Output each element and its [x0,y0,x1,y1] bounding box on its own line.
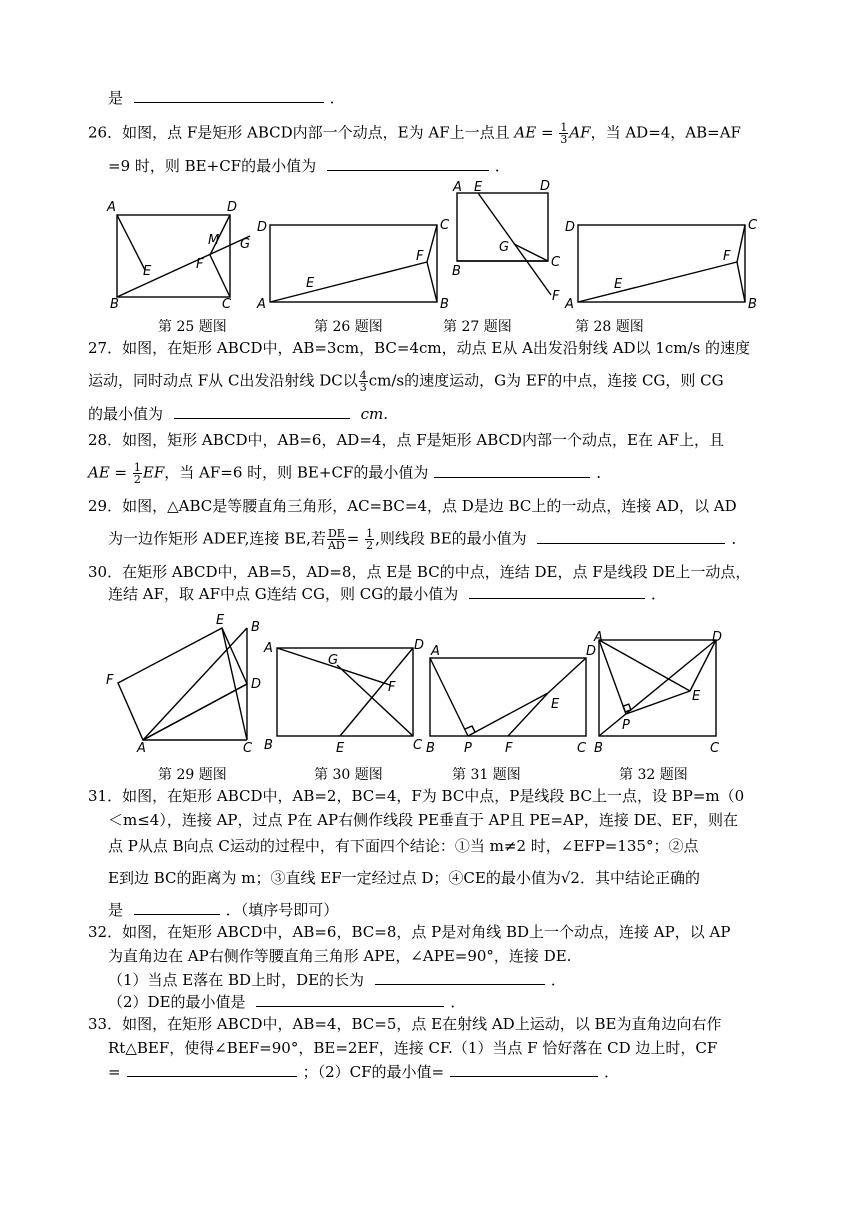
q26-line2: =9 时，则 BE+CF的最小值为 ． [108,157,510,175]
svg-text:E: E [692,689,701,704]
svg-text:C: C [222,297,232,312]
svg-text:A: A [594,630,603,645]
svg-text:B: B [440,297,449,312]
svg-text:B: B [452,264,461,279]
q29-line1 [88,496,737,516]
svg-text:E: E [216,613,225,628]
q28-formula-rhs: EF [142,463,165,482]
q31-text-d1: E到边 BC的距离为 m；③直线 EF一定经过点 D；④CE的最小值为 [108,869,561,887]
q28-line1 [88,430,724,450]
figure-28 [578,225,745,302]
svg-text:E: E [336,741,345,756]
q26-text-a: 如图，点 F是矩形 ABCD内部一个动点，E为 AF上一点且 [122,123,510,142]
svg-text:A: A [257,297,266,312]
q27-text-c: 的最小值为 [88,405,164,423]
q26-line1 [88,122,741,145]
svg-text:G: G [499,240,510,255]
svg-text:F: F [505,741,513,756]
answer-blank-26[interactable] [327,156,489,171]
q26-formula-rhs: AF [569,123,591,142]
q27-unit: cm. [360,405,388,423]
svg-text:F: F [416,249,424,264]
q28-number: 28． [88,431,123,449]
caption-fig25: 第 25 题图 [158,319,227,335]
q32-text-d: （2）DE的最小值是 [108,993,246,1011]
svg-text:D: D [540,179,551,194]
svg-text:B: B [426,741,435,756]
figure-32 [599,640,716,736]
q29-line2: 为一边作矩形 ADEF,连接 BE,若 $\frac{DE}{AD}$ = $\frac{1}{2}$ ,则线段 BE的最小值为 ． [108,527,747,552]
svg-text:C: C [577,741,587,756]
q29-frac-half: $\frac{1}{2}$ [366,527,374,552]
caption-fig26: 第 26 题图 [314,319,383,335]
q27-line2 [88,370,724,393]
svg-text:G: G [328,653,339,668]
svg-text:B: B [110,297,119,312]
svg-text:D: D [251,677,262,692]
svg-text:B: B [264,738,273,753]
q29-text-b2: ,则线段 BE的最小值为 [375,529,527,548]
q30-text-a: 在矩形 ABCD中，AB=5，AD=8，点 E是 BC的中点，连结 DE，点 F是线段 DE上一动点， [122,563,751,581]
q27-frac: $\frac{4}{3}$ [359,369,367,394]
svg-text:B: B [748,297,757,312]
q31-text-d2: ．其中结论正确的 [579,869,700,887]
q29-text-a: 如图，△ABC是等腰直角三角形，AC=BC=4，点 D是边 BC上的一动点，连接 AD，以 AD [122,497,737,515]
q27-text-b1: 运动，同时动点 F从 C出发沿射线 DC以 [88,371,358,390]
q28-text-b: ，当 AF=6 时，则 BE+CF的最小值为 [164,463,429,482]
svg-text:P: P [622,718,630,733]
q27-number: 27． [88,339,123,357]
q27-line3 [88,404,388,424]
figure-29 [118,628,247,740]
svg-text:D: D [414,638,425,653]
q31-text-b: ＜m≤4），连接 AP，过点 P在 AP右侧作线段 PE垂直于 AP且 PE=AP，连接 DE、EF，则在 [108,811,738,829]
q32-text-a: 如图，在矩形 ABCD中，AB=6，BC=8，点 P是对角线 BD上一个动点，连接 AP，以 AP [122,923,731,941]
caption-fig30: 第 30 题图 [314,767,383,783]
q28-frac: $\frac{1}{2}$ [133,461,141,486]
q33-number: 33． [88,1015,123,1033]
q32-line2 [108,946,571,966]
svg-text:C: C [710,741,720,756]
svg-text:C: C [413,738,423,753]
svg-text:C: C [440,218,450,233]
figure-30 [277,648,413,736]
svg-text:E: E [306,276,315,291]
answer-blank-33-1[interactable] [127,1062,297,1077]
label: A [107,200,116,215]
q30-line1 [88,562,750,582]
q26-frac: $\frac{1}{3}$ [560,121,568,146]
caption-fig31: 第 31 题图 [452,767,521,783]
q26-text-c: =9 时，则 BE+CF的最小值为 [108,157,317,175]
svg-text:G: G [240,237,251,252]
svg-text:D: D [712,630,723,645]
q31-line4 [108,868,700,888]
svg-text:E: E [614,277,623,292]
q32-line4: （2）DE的最小值是 ． [108,993,466,1011]
q30-number: 30． [88,563,123,581]
svg-text:D: D [257,220,268,235]
q29-text-b1: 为一边作矩形 ADEF,连接 BE,若 [108,529,326,548]
q33-line3: = ；（2）CF的最小值= ． [108,1063,620,1081]
svg-text:C: C [243,741,253,756]
caption-fig27: 第 27 题图 [443,319,512,335]
q31-line2 [108,810,738,830]
q31-number: 31． [88,787,123,805]
q31-line5: 是 ．（填序号即可） [108,901,339,919]
figure-25 [117,215,250,297]
q31-line3 [108,836,699,856]
q33-line1 [88,1014,721,1034]
answer-blank-30[interactable] [469,584,645,599]
answer-blank-31[interactable] [134,900,220,915]
svg-text:E: E [143,264,152,279]
svg-text:D: D [586,644,597,659]
q32-number: 32． [88,923,123,941]
caption-fig28: 第 28 题图 [575,319,644,335]
q31-line1 [88,786,744,806]
svg-text:E: E [474,180,483,195]
q33-line2 [108,1038,717,1058]
q32-text-b: 为直角边在 AP右侧作等腰直角三角形 APE，∠APE=90°，连接 DE. [108,947,572,965]
q25-tail: 是 [108,89,124,107]
svg-text:D: D [227,200,238,215]
svg-text:C: C [748,218,758,233]
q33-text-a: 如图，在矩形 ABCD中，AB=4，BC=5，点 E在射线 AD上运动，以 BE为直角边向右作 [122,1015,722,1033]
q30-line2: 连结 AF，取 AF中点 G连结 CG，则 CG的最小值为 ． [108,585,667,603]
svg-text:A: A [264,641,273,656]
svg-text:A: A [431,644,440,659]
answer-blank-28[interactable] [434,463,590,478]
answer-blank-25[interactable] [134,88,324,103]
q32-text-c: （1）当点 E落在 BD上时，DE的长为 [108,971,365,989]
svg-text:F: F [196,257,204,272]
answer-blank-32-1[interactable] [375,970,545,985]
svg-text:F: F [106,673,114,688]
q28-text-a: 如图，矩形 ABCD中，AB=6，AD=4，点 F是矩形 ABCD内部一个动点，E在 AF上，且 [122,431,724,449]
q32-line3: （1）当点 E落在 BD上时，DE的长为 ． [108,971,566,989]
q25-tail-line: 是 ． [108,89,345,107]
svg-text:F: F [552,289,560,304]
q26-formula-lhs: AE = [514,123,559,142]
q32-line1 [88,922,730,942]
q33-text-b: Rt△BEF，使得∠BEF=90°，BE=2EF，连接 CF.（1）当点 F 恰好落在 CD 边上时，CF [108,1039,718,1057]
answer-blank-32-2[interactable] [256,992,444,1007]
q28-line2: AE = $\frac{1}{2}$ EF，当 AF=6 时，则 BE+CF的最小值为 ． [88,461,612,486]
q28-formula-lhs: AE = [88,463,132,482]
answer-blank-27[interactable] [174,404,350,419]
answer-blank-29[interactable] [537,529,725,544]
svg-text:A: A [565,297,574,312]
answer-blank-33-2[interactable] [450,1062,598,1077]
figure-26 [270,225,437,302]
q26-text-b: ，当 AD=4，AB=AF [590,123,741,142]
svg-text:A: A [453,180,462,195]
svg-text:M: M [208,233,220,248]
q29-number: 29． [88,497,123,515]
svg-text:B: B [251,620,260,635]
figure-31 [430,658,586,736]
q31-text-a: 如图，在矩形 ABCD中，AB=2，BC=4，F为 BC中点，P是线段 BC上一点，设 BP=m（0 [122,787,745,805]
q30-text-b: 连结 AF，取 AF中点 G连结 CG，则 CG的最小值为 [108,585,459,603]
figure-27 [457,193,551,295]
q27-line1 [88,338,750,358]
svg-text:C: C [551,255,561,270]
svg-text:B: B [594,741,603,756]
q31-text-c: 点 P从点 B向点 C运动的过程中，有下面四个结论：①当 m≠2 时，∠EFP=135°；②点 [108,837,699,855]
svg-text:D: D [565,220,576,235]
caption-fig29: 第 29 题图 [158,767,227,783]
q29-frac: $\frac{DE}{AD}$ [327,527,345,552]
svg-text:P: P [464,741,472,756]
caption-fig32: 第 32 题图 [619,767,688,783]
svg-text:F: F [723,249,731,264]
q26-number: 26． [88,123,123,142]
q31-sqrt2: √2 [560,869,580,887]
q27-text-a: 如图，在矩形 ABCD中，AB=3cm，BC=4cm，动点 E从 A出发沿射线 AD以 1cm/s 的速度 [122,339,751,357]
svg-text:F: F [388,680,396,695]
q27-text-b2: cm/s的速度运动，G为 EF的中点，连接 CG，则 CG [368,371,724,390]
svg-text:E: E [551,697,560,712]
svg-text:A: A [137,741,146,756]
